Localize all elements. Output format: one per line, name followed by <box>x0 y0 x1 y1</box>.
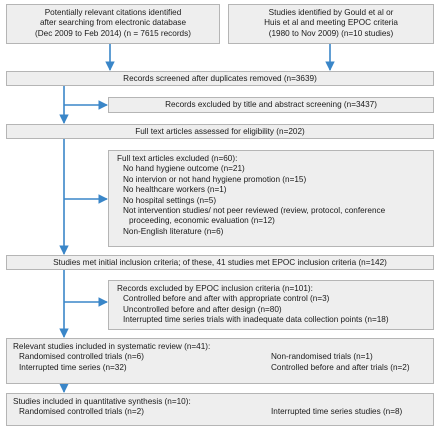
quant-its: Interrupted time series studies (n=8) <box>271 407 403 417</box>
search-line-3: (Dec 2009 to Feb 2014) (n = 7615 records) <box>35 28 191 38</box>
fulltext-box <box>6 124 434 139</box>
fulltext-excluded-item: Non-English literature (n=6) <box>123 226 224 236</box>
excluded-title-box <box>108 97 434 113</box>
initial-inclusion-box <box>6 255 434 270</box>
search-line-1: Potentially relevant citations identified <box>44 8 182 17</box>
review-heading: Relevant studies included in systematic review (n=41): <box>13 342 211 351</box>
fulltext-excluded-item: Not intervention studies/ not peer reviewed (review, protocol, conference <box>123 206 386 216</box>
fulltext-excluded-item: No intervion or not hand hygiene promotion (n=15) <box>123 174 307 184</box>
epoc-excluded-heading: Records excluded by EPOC inclusion criteria (n=101): <box>117 284 313 293</box>
fulltext-excluded-box <box>108 150 434 247</box>
initial-inclusion-text: Studies met initial inclusion criteria; of these, 41 studies met EPOC inclusion criteria (n=142) <box>53 258 387 267</box>
epoc-excluded-box <box>108 280 434 330</box>
fulltext-text: Full text articles assessed for eligibility (n=202) <box>135 127 305 136</box>
search-citations-box <box>6 4 220 44</box>
epoc-excluded-item: Controlled before and after with appropriate control (n=3) <box>123 294 330 304</box>
fulltext-excluded-item: No healthcare workers (n=1) <box>123 185 227 195</box>
search-line-2: after searching from electronic database <box>39 18 187 28</box>
prior-line-1: Studies identified by Gould et al or <box>268 8 394 17</box>
fulltext-excluded-heading: Full text articles excluded (n=60): <box>117 154 238 163</box>
review-nrt: Non-randomised trials (n=1) <box>271 352 373 362</box>
quant-rct: Randomised controlled trials (n=2) <box>19 407 144 417</box>
fulltext-excluded-item: No hospital settings (n=5) <box>123 195 217 205</box>
epoc-excluded-item: Uncontrolled before and after design (n=80) <box>123 304 282 314</box>
review-rct: Randomised controlled trials (n=6) <box>19 352 144 362</box>
prior-studies-box <box>228 4 434 44</box>
prior-line-3: (1980 to Nov 2009) (n=10 studies) <box>268 28 394 38</box>
screened-text: Records screened after duplicates removed (n=3639) <box>123 74 317 83</box>
review-cba: Controlled before and after trials (n=2) <box>271 362 410 372</box>
quant-box <box>6 393 434 426</box>
screened-box <box>6 71 434 86</box>
quant-heading: Studies included in quantitative synthesis (n=10): <box>13 397 191 406</box>
excluded-title-text: Records excluded by title and abstract screening (n=3437) <box>165 100 377 109</box>
review-box <box>6 338 434 384</box>
epoc-excluded-item: Interrupted time series trials with inadequate data collection points (n=18) <box>123 315 389 325</box>
fulltext-excluded-item: proceeding, economic evaluation (n=12) <box>129 216 275 226</box>
fulltext-excluded-item: No hand hygiene outcome (n=21) <box>123 164 245 174</box>
prior-line-2: Huis et al and meeting EPOC criteria <box>264 18 398 28</box>
review-its: Interrupted time series (n=32) <box>19 362 127 372</box>
